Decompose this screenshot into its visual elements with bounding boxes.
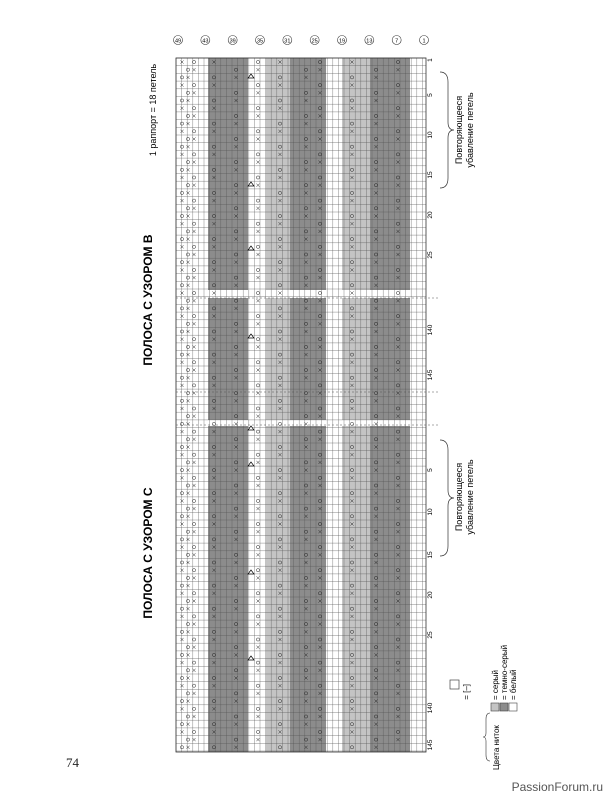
row-label: 49 [174,38,182,45]
stitch-number: 1 [427,58,434,62]
pattern-c-title: ПОЛОСА С УЗОРОМ С [141,487,155,619]
legend-label-white: = белый [509,669,518,700]
pattern-b-title: ПОЛОСА С УЗОРОМ В [141,234,155,366]
pattern-b-decrease-note-1: Повторяющееся [454,95,464,165]
legend-swatch-white [509,703,517,711]
legend-title: Цвета ниток [492,725,501,770]
row-label: 35 [256,38,264,45]
legend [450,645,518,770]
pattern-c-decrease-note-1: Повторяющееся [454,462,464,532]
stitch-number: 5 [427,468,434,472]
row-labels [174,36,429,45]
stitch-number: 20 [427,591,434,599]
legend-swatch-gray [491,703,499,711]
stitch-number: 145 [427,739,434,751]
stitch-number: 15 [427,171,434,179]
color-band [370,58,410,752]
legend-brace [483,713,490,761]
legend-label-gray: = серый [491,669,500,700]
row-label: 1 [422,38,426,45]
legend-symbol-box [450,680,459,689]
stitch-number: 10 [427,131,434,139]
color-band [410,58,426,752]
row-label: 25 [311,38,318,45]
row-label: 13 [366,38,373,45]
decrease-brace [440,440,454,556]
row-label: 7 [395,38,399,45]
page-number: 74 [66,755,79,770]
color-band [266,58,290,752]
stitch-number: 25 [427,251,434,259]
legend-symbol-label: = [–] [462,684,471,700]
stitch-number: 20 [427,211,434,219]
row-label: 39 [229,38,236,45]
stitch-number: 145 [427,369,434,381]
stitch-number: 140 [427,702,434,714]
legend-label-darkgray: = темно-серый [500,644,509,700]
decrease-brace [440,72,454,188]
pattern-c-decrease-note-2: убавление петель [465,459,475,535]
stitch-number: 140 [427,324,434,336]
color-band [208,58,248,752]
stitch-number: 15 [427,551,434,559]
color-band [342,58,370,752]
pattern-b-decrease-note-2: убавление петель [465,92,475,168]
stitch-number: 10 [427,508,434,516]
color-band [326,58,342,752]
watermark: PassionForum.ru [511,780,603,794]
row-label: 19 [338,38,346,45]
color-band [196,58,208,752]
pattern-b-repeat-note: 1 раппорт = 18 петель [148,63,158,157]
stitch-number: 5 [427,93,434,97]
row-label: 31 [284,38,291,45]
stitch-number: 25 [427,631,434,639]
chart-bands [176,58,426,752]
legend-swatch-darkgray [500,703,508,711]
row-label: 43 [202,38,209,45]
